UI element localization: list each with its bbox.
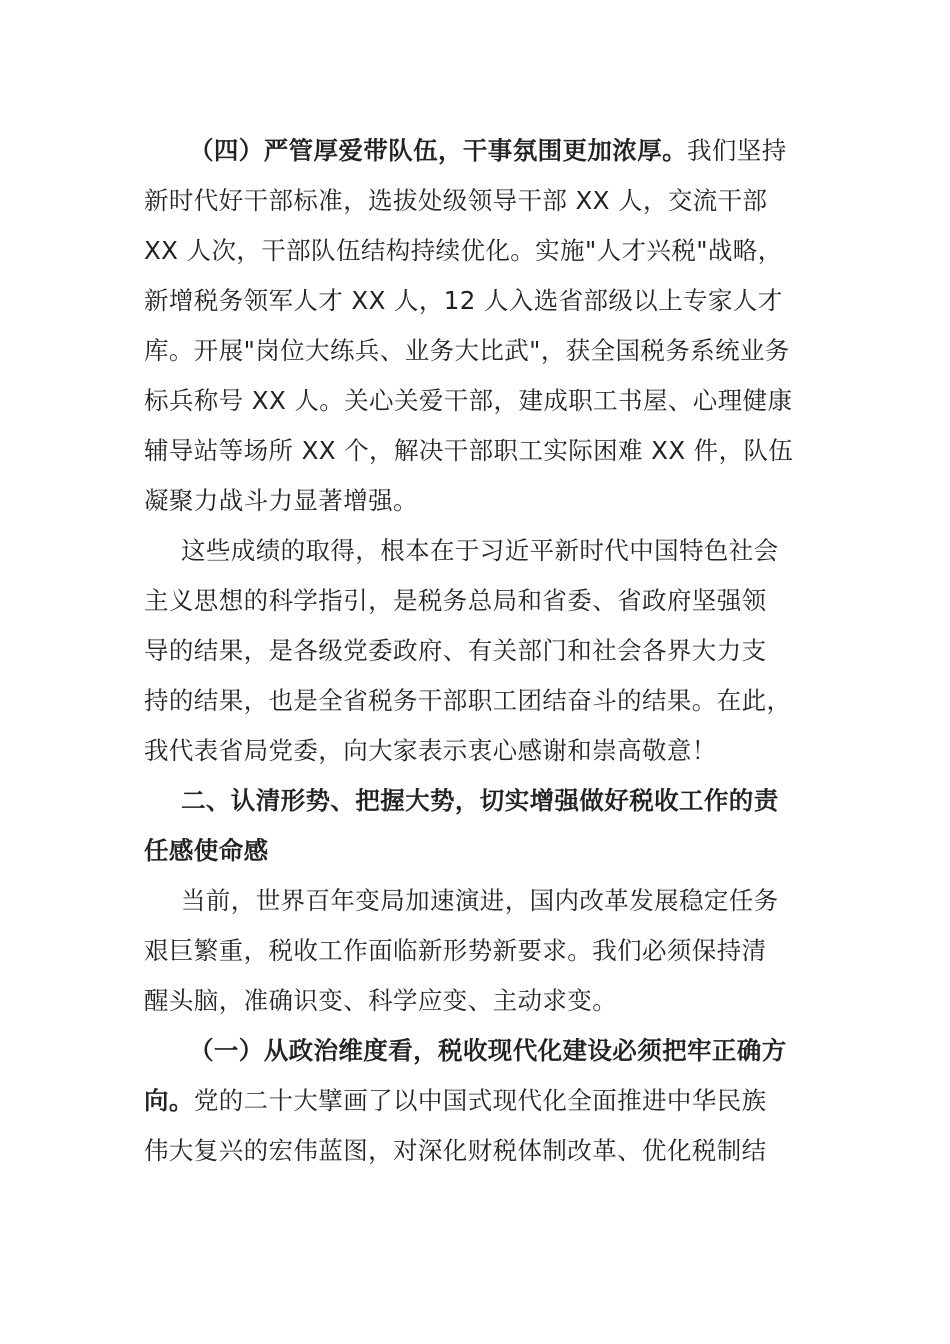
paragraph-team-building [144,126,809,526]
paragraph-situation [144,876,809,1026]
heading-line: 任感使命感 [144,836,269,865]
text-line: 伟大复兴的宏伟蓝图，对深化财税体制改革、优化税制结 [144,1136,767,1165]
paragraph-acknowledgement [144,526,809,776]
body-text: 党的二十大擘画了以中国式现代化全面推进中华民族 [193,1086,767,1115]
text-line: 持的结果，也是全省税务干部职工团结奋斗的结果。在此， [144,686,792,715]
heading-line: 二、认清形势、把握大势，切实增强做好税收工作的责 [181,786,779,815]
section-heading: 向。 [144,1086,194,1115]
section-heading: （四）严管厚爱带队伍，干事氛围更加浓厚。 [189,136,687,165]
text-line: 新增税务领军人才 XX 人，12 人入选省部级以上专家人才 [144,286,783,315]
text-line: 凝聚力战斗力显著增强。 [144,486,418,515]
text-line: 醒头脑，准确识变、科学应变、主动求变。 [144,986,618,1015]
text-line: 导的结果，是各级党委政府、有关部门和社会各界大力支 [144,636,767,665]
text-line: 我代表省局党委，向大家表示衷心感谢和崇高敬意！ [144,736,717,765]
document-page [144,126,809,1176]
text-line: 标兵称号 XX 人。关心关爱干部，建成职工书屋、心理健康 [144,386,793,415]
text-line [144,1076,809,1126]
paragraph-political-dimension [144,1026,809,1176]
heading-line: （一）从政治维度看，税收现代化建设必须把牢正确方 [189,1036,787,1065]
body-text: 我们坚持 [687,136,787,165]
text-line: XX 人次，干部队伍结构持续优化。实施"人才兴税"战略， [144,236,783,265]
text-line: 新时代好干部标准，选拔处级领导干部 XX 人，交流干部 [144,186,768,215]
text-line [144,126,809,176]
text-line: 艰巨繁重，税收工作面临新形势新要求。我们必须保持清 [144,936,767,965]
text-line: 当前，世界百年变局加速演进，国内改革发展稳定任务 [181,886,779,915]
section-title [144,776,809,876]
text-line: 主义思想的科学指引，是税务总局和省委、省政府坚强领 [144,586,767,615]
text-line: 辅导站等场所 XX 个，解决干部职工实际困难 XX 件，队伍 [144,436,794,465]
text-line: 库。开展"岗位大练兵、业务大比武"，获全国税务系统业务 [144,336,790,365]
text-line: 这些成绩的取得，根本在于习近平新时代中国特色社会 [181,536,779,565]
